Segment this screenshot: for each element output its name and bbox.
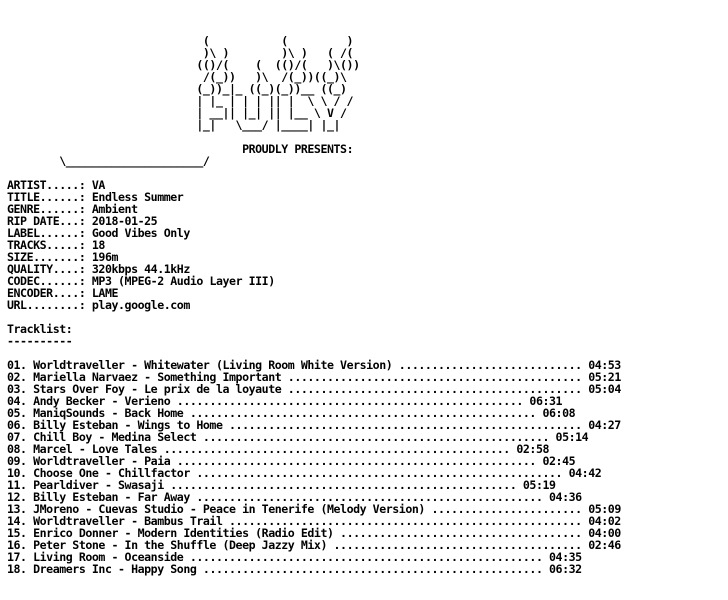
track-title: Billy Esteban - Far Away [33,490,190,504]
track-title: Worldtraveller - Bambus Trail [33,514,223,528]
track-number: 14. [7,514,27,528]
track-number: 12. [7,490,27,504]
presents-label: PROUDLY PRESENTS: [242,142,354,156]
spacer [7,311,621,323]
track-title: Stars Over Foy - Le prix de la loyaute [33,382,282,396]
track-row: 08. Marcel - Love Tales ..................................................... 02:58 [7,442,550,456]
track-title: Enrico Donner - Modern Identities (Radio Edit) [33,526,334,540]
track-duration: 04:36 [549,490,582,504]
track-number: 09. [7,454,27,468]
track-number: 04. [7,394,27,408]
track-title: Choose One - Chillfactor [33,466,190,480]
track-duration: 02:58 [516,442,550,456]
track-duration: 04:53 [588,358,621,372]
info-value: play.google.com [91,298,190,312]
info-key: ENCODER.... [7,286,79,300]
track-number: 01. [7,358,27,372]
track-duration: 04:42 [568,466,602,480]
info-row: TITLE......: Endless Summer [7,190,184,204]
presents-underline: \_____________________/ [7,154,210,168]
info-row: LABEL......: Good Vibes Only [7,226,190,240]
logo-line: | |_ | | | || | \ \ / / [7,94,354,108]
track-title: Living Room - Oceanside [33,550,184,564]
info-row: ENCODER....: LAME [7,286,119,300]
info-row: URL........: play.google.com [7,298,190,312]
info-value: MP3 (MPEG-2 Audio Layer III) [91,274,275,288]
track-row: 10. Choose One - Chillfactor ........................................................ 04:42 [7,466,602,480]
info-value: Ambient [91,202,138,216]
track-row: 18. Dreamers Inc - Happy Song .................................................... 06:32 [7,562,582,576]
track-number: 03. [7,382,27,396]
track-row: 03. Stars Over Foy - Le prix de la loyaute ............................................. 05:04 [7,382,621,396]
track-row: 07. Chill Boy - Medina Select ..................................................... 05:14 [7,430,589,444]
info-value: Endless Summer [91,190,184,204]
track-row: 14. Worldtraveller - Bambus Trail ...................................................... 04:02 [7,514,621,528]
track-number: 13. [7,502,27,516]
info-value: LAME [91,286,119,300]
track-number: 06. [7,418,27,432]
track-number: 05. [7,406,27,420]
track-title: Chill Boy - Medina Select [33,430,197,444]
track-row: 11. Pearldiver - Swasaji ..................................................... 05:19 [7,478,556,492]
info-key: RIP DATE... [7,214,79,228]
track-row: 16. Peter Stone - In the Shuffle (Deep Jazzy Mix) ...................................... 02:46 [7,538,621,552]
info-row: RIP DATE...: 2018-01-25 [7,214,158,228]
info-row: QUALITY....: 320kbps 44.1kHz [7,262,190,276]
track-number: 02. [7,370,27,384]
info-key: ARTIST..... [7,178,79,192]
info-value: 196m [91,250,119,264]
info-key: CODEC...... [7,274,79,288]
track-title: Billy Esteban - Wings to Home [33,418,223,432]
track-row: 05. ManiqSounds - Back Home ..................................................... 06:08 [7,406,576,420]
track-title: Worldtraveller - Paia [33,454,171,468]
track-duration: 05:21 [588,370,621,384]
track-duration: 04:35 [549,550,582,564]
track-duration: 02:45 [542,454,576,468]
track-duration: 04:27 [588,418,621,432]
info-value: 2018-01-25 [91,214,158,228]
track-number: 11. [7,478,27,492]
track-row: 06. Billy Esteban - Wings to Home ...................................................... 04:27 [7,418,621,432]
track-title: Dreamers Inc - Happy Song [33,562,197,576]
track-duration: 06:32 [549,562,582,576]
track-title: Andy Becker - Verieno [33,394,171,408]
track-duration: 04:00 [588,526,621,540]
info-value: VA [91,178,105,192]
info-key: TITLE...... [7,190,79,204]
track-number: 17. [7,550,27,564]
logo-line: (_))_|_ ((_)(_))__ ((_) [7,82,347,96]
track-duration: 05:04 [588,382,621,396]
track-duration: 05:14 [555,430,589,444]
track-number: 07. [7,430,27,444]
track-title: Marcel - Love Tales [33,442,158,456]
info-key: GENRE...... [7,202,79,216]
track-number: 16. [7,538,27,552]
track-title: JMoreno - Cuevas Studio - Peace in Tenerife (Melody Version) [33,502,425,516]
info-row: CODEC......: MP3 (MPEG-2 Audio Layer III) [7,274,275,288]
info-key: SIZE....... [7,250,79,264]
logo-line: (()/( ( (()/( )\()) [7,58,360,72]
tracklist [7,359,621,575]
track-row: 15. Enrico Donner - Modern Identities (Radio Edit) ..................................... 04:00 [7,526,621,540]
logo-line: | __|| |_| || |__ \ V / [7,106,347,120]
info-key: LABEL...... [7,226,79,240]
logo-line: )\ ) )\ ) ( /( [7,46,354,60]
track-row: 12. Billy Esteban - Far Away ..................................................... 04:36 [7,490,582,504]
tracklist-rule: ---------- [7,334,73,348]
info-value: Good Vibes Only [91,226,190,240]
track-duration: 05:19 [522,478,556,492]
track-number: 15. [7,526,27,540]
track-title: Mariella Narvaez - Something Important [33,370,282,384]
track-number: 18. [7,562,27,576]
info-key: URL........ [7,298,79,312]
info-row: SIZE.......: 196m [7,250,119,264]
info-value: 18 [91,238,105,252]
release-info [7,179,621,311]
track-row: 13. JMoreno - Cuevas Studio - Peace in Tenerife (Melody Version) ....................... 05:09 [7,502,621,516]
track-duration: 06:08 [542,406,576,420]
track-duration: 06:31 [529,394,563,408]
track-duration: 04:02 [588,514,621,528]
track-row: 04. Andy Becker - Verieno ..................................................... 06:31 [7,394,563,408]
info-row: GENRE......: Ambient [7,202,138,216]
info-key: QUALITY.... [7,262,79,276]
track-row: 01. Worldtraveller - Whitewater (Living Room White Version) ............................ 04:53 [7,358,621,372]
info-row: ARTIST.....: VA [7,178,105,192]
info-key: TRACKS..... [7,238,79,252]
track-duration: 02:46 [588,538,621,552]
tracklist-heading: Tracklist: [7,322,73,336]
track-number: 10. [7,466,27,480]
nfo-document [7,35,621,575]
logo-line: ( ( ) [7,34,354,48]
track-title: Peter Stone - In the Shuffle (Deep Jazzy Mix) [33,538,327,552]
track-row: 02. Mariella Narvaez - Something Important ............................................. 05:21 [7,370,621,384]
track-row: 17. Living Room - Oceanside ...................................................... 04:35 [7,550,582,564]
track-number: 08. [7,442,27,456]
info-value: 320kbps 44.1kHz [91,262,190,276]
track-title: ManiqSounds - Back Home [33,406,184,420]
track-row: 09. Worldtraveller - Paia ....................................................... 02:45 [7,454,576,468]
track-title: Pearldiver - Swasaji [33,478,164,492]
logo-line: /(_)) )\ /(_))((_)\ [7,70,347,84]
track-duration: 05:09 [588,502,621,516]
track-title: Worldtraveller - Whitewater (Living Room White Version) [33,358,393,372]
logo-line: |_| \___/ |____| |_| [7,118,341,132]
info-row: TRACKS.....: 18 [7,238,105,252]
